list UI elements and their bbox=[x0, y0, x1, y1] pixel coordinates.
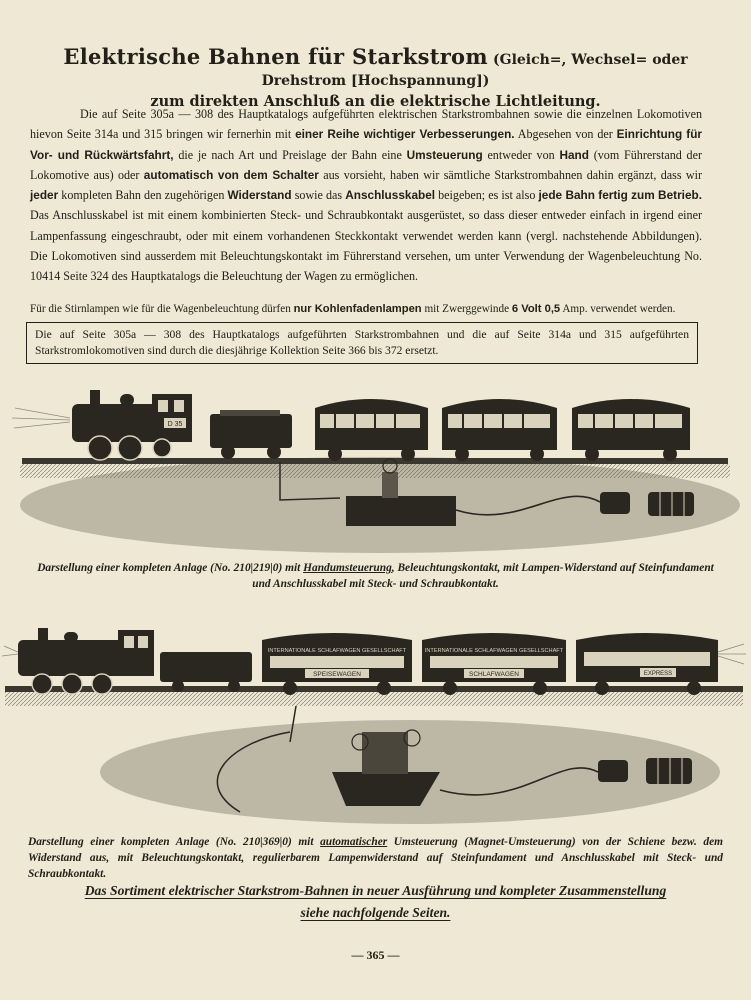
headlight-rays bbox=[12, 408, 70, 428]
intro-text: (vom Führerstand der Lokomotive aus) oder bbox=[30, 147, 703, 182]
coach-3 bbox=[572, 399, 690, 461]
intro-text: sowie das bbox=[291, 188, 346, 203]
caption-text: Umsteuerung (Magnet-Umsteuerung) von der Schiene bezw. dem Widerstand aus, mit Beleuchtungskontakt, regulierbarem Lampenwiderstand auf Steinfundament und Anschlusskabel mit Steck- und Schraubkontakt. bbox=[28, 836, 723, 880]
car2-sign: SCHLAFWAGEN bbox=[469, 671, 519, 678]
intro-text: Die auf Seite 305a — 308 des Hauptkatalogs aufgeführten elektrischen Starkstrombahnen sowie die einzelnen Lokomotiven hievon Seite 314a und 315 bringen wir fernerhin mit bbox=[30, 107, 702, 142]
coach-2 bbox=[442, 399, 557, 461]
ground-band bbox=[20, 464, 730, 478]
intro-bold: jeder bbox=[30, 188, 59, 203]
intro-bold: Umsteuerung bbox=[406, 147, 483, 162]
note-text: Amp. verwendet werden. bbox=[560, 303, 676, 315]
locomotive bbox=[72, 390, 192, 460]
intro-text: entweder von bbox=[482, 147, 560, 162]
caption-underlined: Handumsteuerung bbox=[303, 562, 392, 574]
caption-text: Darstellung einer kompleten Anlage (No. 210|369|0) mit bbox=[28, 836, 321, 848]
note-text: Für die Stirnlampen wie für die Wagenbeleuchtung dürfen bbox=[30, 303, 294, 315]
intro-bold: einer Reihe wichtiger Verbesserungen. bbox=[295, 127, 515, 142]
sleeping-car bbox=[422, 633, 566, 695]
intro-bold: Widerstand bbox=[227, 188, 292, 203]
intro-bold: automatisch von dem Schalter bbox=[143, 167, 319, 182]
train-illustration-2 bbox=[0, 622, 751, 832]
intro-bold: Einrichtung für Vor- und Rückwärtsfahrt, bbox=[30, 127, 702, 162]
caption-underlined: automatischer bbox=[320, 836, 388, 848]
intro-text: die je nach Art und Preislage der Bahn eine bbox=[173, 147, 407, 162]
replacement-notice-box: Die auf Seite 305a — 308 des Hauptkatalogs aufgeführten Starkstrombahnen und die auf Seite 314a und 315 aufgeführten Starkstromlokomotiven sind durch die diesjährige Kollektion Seite 366 bis 372 ersetzt. bbox=[26, 322, 698, 364]
lamp-note bbox=[30, 302, 710, 316]
loco-number: D 35 bbox=[167, 421, 183, 428]
title-paren: (Gleich=, Wechsel= oder Drehstrom [Hochspannung]) bbox=[261, 52, 688, 90]
assortment-line-2: siehe nachfolgende Seiten. bbox=[300, 905, 451, 920]
intro-text: kompleten Bahn den zugehörigen bbox=[58, 188, 228, 203]
caption-text: Darstellung einer kompleten Anlage (No. 210|219|0) mit bbox=[37, 562, 304, 574]
note-text: mit Zwerggewinde bbox=[421, 303, 512, 315]
intro-text: beigeben; es ist also bbox=[435, 188, 539, 203]
title-main: Elektrische Bahnen für Starkstrom bbox=[63, 44, 488, 69]
note-bold: 6 Volt 0,5 bbox=[511, 303, 561, 315]
intro-bold: jede Bahn fertig zum Betrieb. bbox=[538, 188, 702, 203]
intro-text: aus vorsieht, haben wir sämtliche Starkstrombahnen dahin ergänzt, dass wir bbox=[318, 167, 702, 182]
note-bold: nur Kohlenfadenlampen bbox=[293, 303, 422, 315]
car2-label: INTERNATIONALE SCHLAFWAGEN GESELLSCHAFT bbox=[424, 648, 564, 654]
intro-text: Das Anschlusskabel ist mit einem kombinierten Steck- und Schraubkontakt ausgerüstet, so dass dieser entweder einfach in irgend einer Lampenfassung eingeschraubt, oder mit einem vorhandenen Steckkontakt verwendet werden kann (vergl. nachstehende Abbildungen). Die Lokomotiven sind ausserdem mit Beleuchtungskontakt im Führerstand versehen, um unter Verwendung der Wagenbeleuchtung No. 10414 Seite 324 des Hauptkatalogs die Beleuchtung der Wagen zu ermöglichen. bbox=[30, 208, 702, 284]
rail-track-2 bbox=[5, 686, 743, 692]
dining-car bbox=[262, 633, 412, 695]
page-title bbox=[20, 44, 731, 111]
tender bbox=[210, 410, 292, 459]
car1-sign: SPEISEWAGEN bbox=[313, 671, 361, 678]
caption-1 bbox=[28, 560, 723, 592]
caption-text: , Beleuchtungskontakt, mit Lampen-Widerstand auf Steinfundament und Anschlusskabel mit Steck- und Schraubkontakt. bbox=[252, 562, 714, 590]
title-sub: zum direkten Anschluß an die elektrische Lichtleitung. bbox=[150, 92, 601, 110]
express-car bbox=[576, 633, 718, 695]
car3-sign: EXPRESS bbox=[643, 671, 673, 677]
intro-text: Abgesehen von der bbox=[514, 127, 617, 142]
intro-bold: Hand bbox=[559, 147, 589, 162]
train-illustration-1 bbox=[0, 380, 751, 558]
caption-2 bbox=[28, 834, 723, 882]
assortment-line-1: Das Sortiment elektrischer Starkstrom-Bahnen in neuer Ausführung und kompleter Zusammenstellung bbox=[84, 883, 667, 898]
coach-1 bbox=[315, 399, 428, 461]
intro-bold: Anschlusskabel bbox=[345, 188, 436, 203]
page-number: — 365 — bbox=[351, 948, 400, 962]
locomotive-2 bbox=[18, 628, 154, 694]
assortment-note bbox=[20, 880, 731, 924]
intro-paragraph bbox=[30, 104, 702, 287]
ground-band-2 bbox=[5, 692, 743, 706]
car1-label: INTERNATIONALE SCHLAFWAGEN GESELLSCHAFT bbox=[267, 648, 407, 654]
